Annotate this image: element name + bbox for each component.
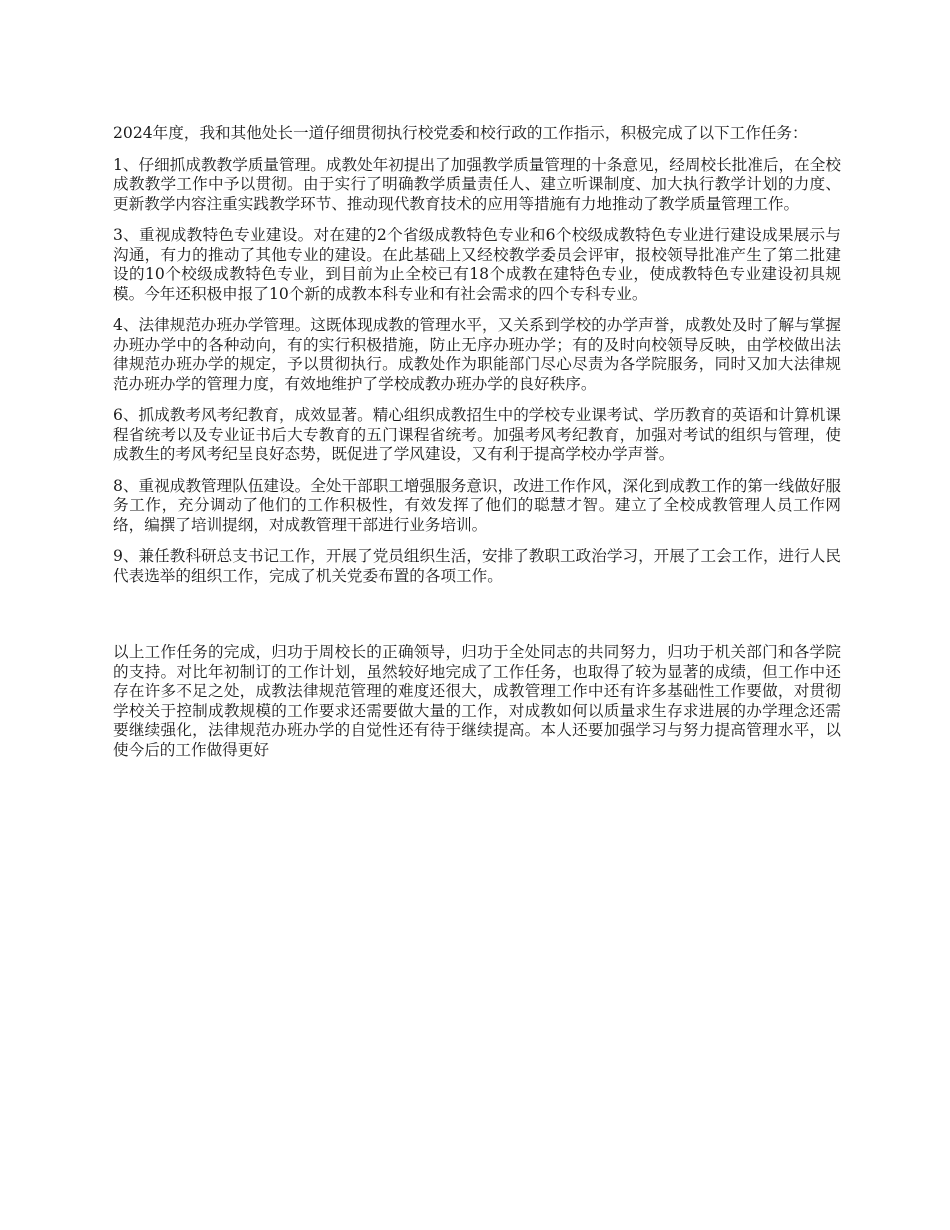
item-4-paragraph: 4、法律规范办班办学管理。这既体现成教的管理水平，又关系到学校的办学声誉，成教处及时了解与掌握办班办学中的各种动向，有的实行积极措施，防止无序办班办学；有的及时向校领导反映，由学校做出法律规范办班办学的规定，予以贯彻执行。成教处作为职能部门尽心尽责为各学院服务，同时又加大法律规范办班办学的管理力度，有效地维护了学校成教办班办学的良好秩序。 bbox=[113, 316, 841, 393]
item-8-paragraph: 8、重视成教管理队伍建设。全处干部职工增强服务意识，改进工作作风，深化到成教工作的第一线做好服务工作，充分调动了他们的工作积极性，有效发挥了他们的聪慧才智。建立了全校成教管理人员工作网络，编撰了培训提纲，对成教管理干部进行业务培训。 bbox=[113, 476, 841, 534]
paragraph-spacer bbox=[113, 598, 841, 643]
item-1-paragraph: 1、仔细抓成教教学质量管理。成教处年初提出了加强教学质量管理的十条意见，经周校长批准后，在全校成教教学工作中予以贯彻。由于实行了明确教学质量责任人、建立听课制度、加大执行教学计划的力度、更新教学内容注重实践教学环节、推动现代教育技术的应用等措施有力地推动了教学质量管理工作。 bbox=[113, 155, 841, 213]
item-9-paragraph: 9、兼任教科研总支书记工作，开展了党员组织生活，安排了教职工政治学习，开展了工会工作，进行人民代表选举的组织工作，完成了机关党委布置的各项工作。 bbox=[113, 547, 841, 585]
document-body bbox=[113, 124, 841, 772]
item-3-paragraph: 3、重视成教特色专业建设。对在建的2个省级成教特色专业和6个校级成教特色专业进行建设成果展示与沟通，有力的推动了其他专业的建设。在此基础上又经校教学委员会评审，报校领导批准产生了第二批建设的10个校级成教特色专业，到目前为止全校已有18个成教在建特色专业，使成教特色专业建设初具规模。今年还积极申报了10个新的成教本科专业和有社会需求的四个专科专业。 bbox=[113, 226, 841, 303]
item-6-paragraph: 6、抓成教考风考纪教育，成效显著。精心组织成教招生中的学校专业课考试、学历教育的英语和计算机课程省统考以及专业证书后大专教育的五门课程省统考。加强考风考纪教育，加强对考试的组织与管理，使成教生的考风考纪呈良好态势，既促进了学风建设，又有利于提高学校办学声誉。 bbox=[113, 406, 841, 463]
intro-paragraph: 2024年度，我和其他处长一道仔细贯彻执行校党委和校行政的工作指示，积极完成了以下工作任务： bbox=[113, 124, 808, 142]
summary-paragraph: 以上工作任务的完成，归功于周校长的正确领导，归功于全处同志的共同努力，归功于机关部门和各学院的支持。对比年初制订的工作计划，虽然较好地完成了工作任务，也取得了较为显著的成绩，但工作中还存在许多不足之处，成教法律规范管理的难度还很大，成教管理工作中还有许多基础性工作要做，对贯彻学校关于控制成教规模的工作要求还需要做大量的工作，对成教如何以质量求生存求进展的办学理念还需要继续强化，法律规范办班办学的自觉性还有待于继续提高。本人还要加强学习与努力提高管理水平，以使今后的工作做得更好 bbox=[113, 643, 841, 759]
